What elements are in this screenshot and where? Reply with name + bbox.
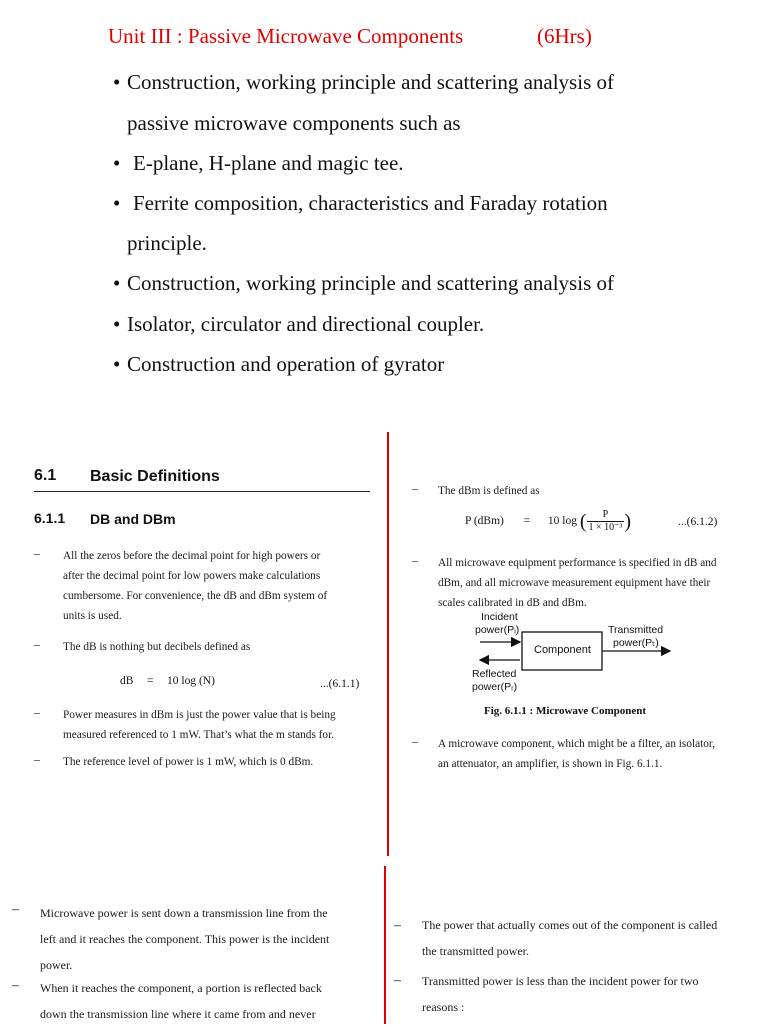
equation-equals: =	[523, 515, 531, 527]
slide-header	[0, 0, 768, 420]
paragraph-line: scales calibrated in dB and dBm.	[438, 597, 587, 609]
bullet-dot: •	[113, 70, 121, 94]
bullet-text: Construction, working principle and scattering analysis of	[127, 70, 614, 94]
paragraph-line: cumbersome. For convenience, the dB and dBm system of	[63, 590, 328, 602]
paragraph-line: down the transmission line where it came from and never	[40, 1007, 316, 1021]
dash-bullet: –	[34, 705, 40, 719]
paragraph: The dBm is defined as	[438, 485, 540, 497]
paragraph-line: All microwave equipment performance is specified in dB and	[438, 557, 717, 569]
paragraph-line: All the zeros before the decimal point for high powers or	[63, 550, 321, 562]
bullet-item	[113, 191, 608, 216]
paragraph-line: left and it reaches the component. This power is the incident	[40, 932, 330, 946]
paragraph-line: reasons :	[422, 1000, 465, 1014]
paragraph	[40, 900, 380, 978]
dash-bullet: –	[34, 637, 40, 651]
section-number: 6.1	[34, 467, 57, 484]
section-rule	[34, 491, 370, 492]
bullet-text: Isolator, circulator and directional coupler.	[127, 312, 485, 336]
subsection-number: 6.1.1	[34, 510, 66, 526]
paragraph: The dB is nothing but decibels defined as	[63, 641, 251, 653]
dash-bullet: –	[412, 734, 418, 748]
paragraph-line: power.	[40, 958, 73, 972]
paragraph	[422, 912, 766, 964]
paragraph	[40, 975, 380, 1027]
unit-hours: (6Hrs)	[537, 24, 592, 48]
incident-label: Incident power(Pᵢ)	[475, 611, 520, 636]
paragraph	[438, 553, 756, 613]
scan-page-basic-definitions	[30, 440, 380, 860]
dash-bullet: –	[34, 546, 40, 560]
component-label: Component	[534, 644, 591, 656]
paragraph: The reference level of power is 1 mW, which is 0 dBm.	[63, 756, 314, 768]
fraction-denominator: 1 × 10⁻³	[588, 521, 623, 533]
equation-rhs: 10 log (N)	[167, 675, 215, 687]
paragraph	[63, 705, 383, 745]
paragraph-line: The power that actually comes out of the component is called	[422, 918, 718, 932]
red-divider-top	[387, 432, 389, 856]
bullet-item	[113, 271, 614, 296]
equation-dbm: P (dBm) = 10 log ( $\frac{P}{\text{1 × 10⁻³}}$ )	[465, 508, 632, 533]
scan-page-transmitted-power	[386, 880, 768, 1024]
fraction-numerator: P	[587, 509, 625, 522]
paragraph-line: A microwave component, which might be a filter, an isolator,	[438, 738, 716, 750]
equation-number: ...(6.1.1)	[320, 678, 360, 690]
dash-bullet: –	[412, 553, 418, 567]
paragraph-line: dBm, and all microwave measurement equipment have their	[438, 577, 711, 589]
paragraph-line: after the decimal point for low powers make calculations	[63, 570, 321, 582]
equation-fraction	[587, 509, 625, 534]
paragraph-line: an attenuator, an amplifier, is shown in Fig. 6.1.1.	[438, 758, 663, 770]
dash-bullet: –	[34, 752, 40, 766]
equation-lhs: dB	[120, 675, 134, 687]
paragraph-line: Microwave power is sent down a transmission line from the	[40, 906, 328, 920]
transmitted-label: Transmitted power(Pₜ)	[608, 624, 664, 649]
dash-bullet: –	[412, 481, 418, 495]
paragraph-line: measured referenced to 1 mW. That’s what the m stands for.	[63, 729, 335, 741]
paragraph-line: units is used.	[63, 610, 122, 622]
unit-title: Unit III : Passive Microwave Components	[108, 24, 464, 48]
figure-caption: Fig. 6.1.1 : Microwave Component	[484, 705, 647, 717]
paragraph-line: When it reaches the component, a portion is reflected back	[40, 981, 322, 995]
bullet-text: Ferrite composition, characteristics and Faraday rotation	[133, 191, 608, 215]
paragraph	[63, 546, 383, 626]
bullet-item	[113, 352, 444, 377]
equation-log: 10 log	[547, 515, 577, 527]
paragraph	[438, 734, 758, 774]
bullet-dot: •	[113, 271, 121, 295]
equation-number: ...(6.1.2)	[678, 516, 718, 528]
scan-page-incident-power	[0, 880, 384, 1024]
bullet-item	[113, 312, 484, 337]
paragraph-line: the transmitted power.	[422, 944, 529, 958]
bullet-item	[113, 151, 404, 176]
dash-bullet: –	[394, 918, 401, 933]
bullet-dot: •	[113, 191, 121, 215]
equation-equals: =	[147, 675, 154, 687]
dash-bullet: –	[12, 978, 19, 993]
bullet-dot: •	[113, 312, 121, 336]
dash-bullet: –	[394, 973, 401, 988]
bullet-text: E-plane, H-plane and magic tee.	[133, 151, 404, 175]
reflected-label: Reflected power(Pᵣ)	[472, 668, 518, 693]
section-title: Basic Definitions	[90, 468, 220, 485]
bullet-continuation: passive microwave components such as	[127, 111, 461, 135]
bullet-text: Construction, working principle and scattering analysis of	[127, 271, 614, 295]
paragraph	[422, 968, 766, 1020]
paragraph-line: Power measures in dBm is just the power value that is being	[63, 709, 336, 721]
equation-lhs: P (dBm)	[465, 515, 504, 527]
subsection-title: DB and DBm	[90, 511, 176, 527]
paragraph-line: Transmitted power is less than the incident power for two	[422, 974, 699, 988]
bullet-continuation: principle.	[127, 231, 207, 255]
bullet-dot: •	[113, 352, 121, 376]
scan-page-dbm	[400, 440, 760, 860]
dash-bullet: –	[12, 902, 19, 917]
bullet-text: Construction and operation of gyrator	[127, 352, 445, 376]
bullet-item	[113, 70, 614, 95]
bullet-dot: •	[113, 151, 121, 175]
